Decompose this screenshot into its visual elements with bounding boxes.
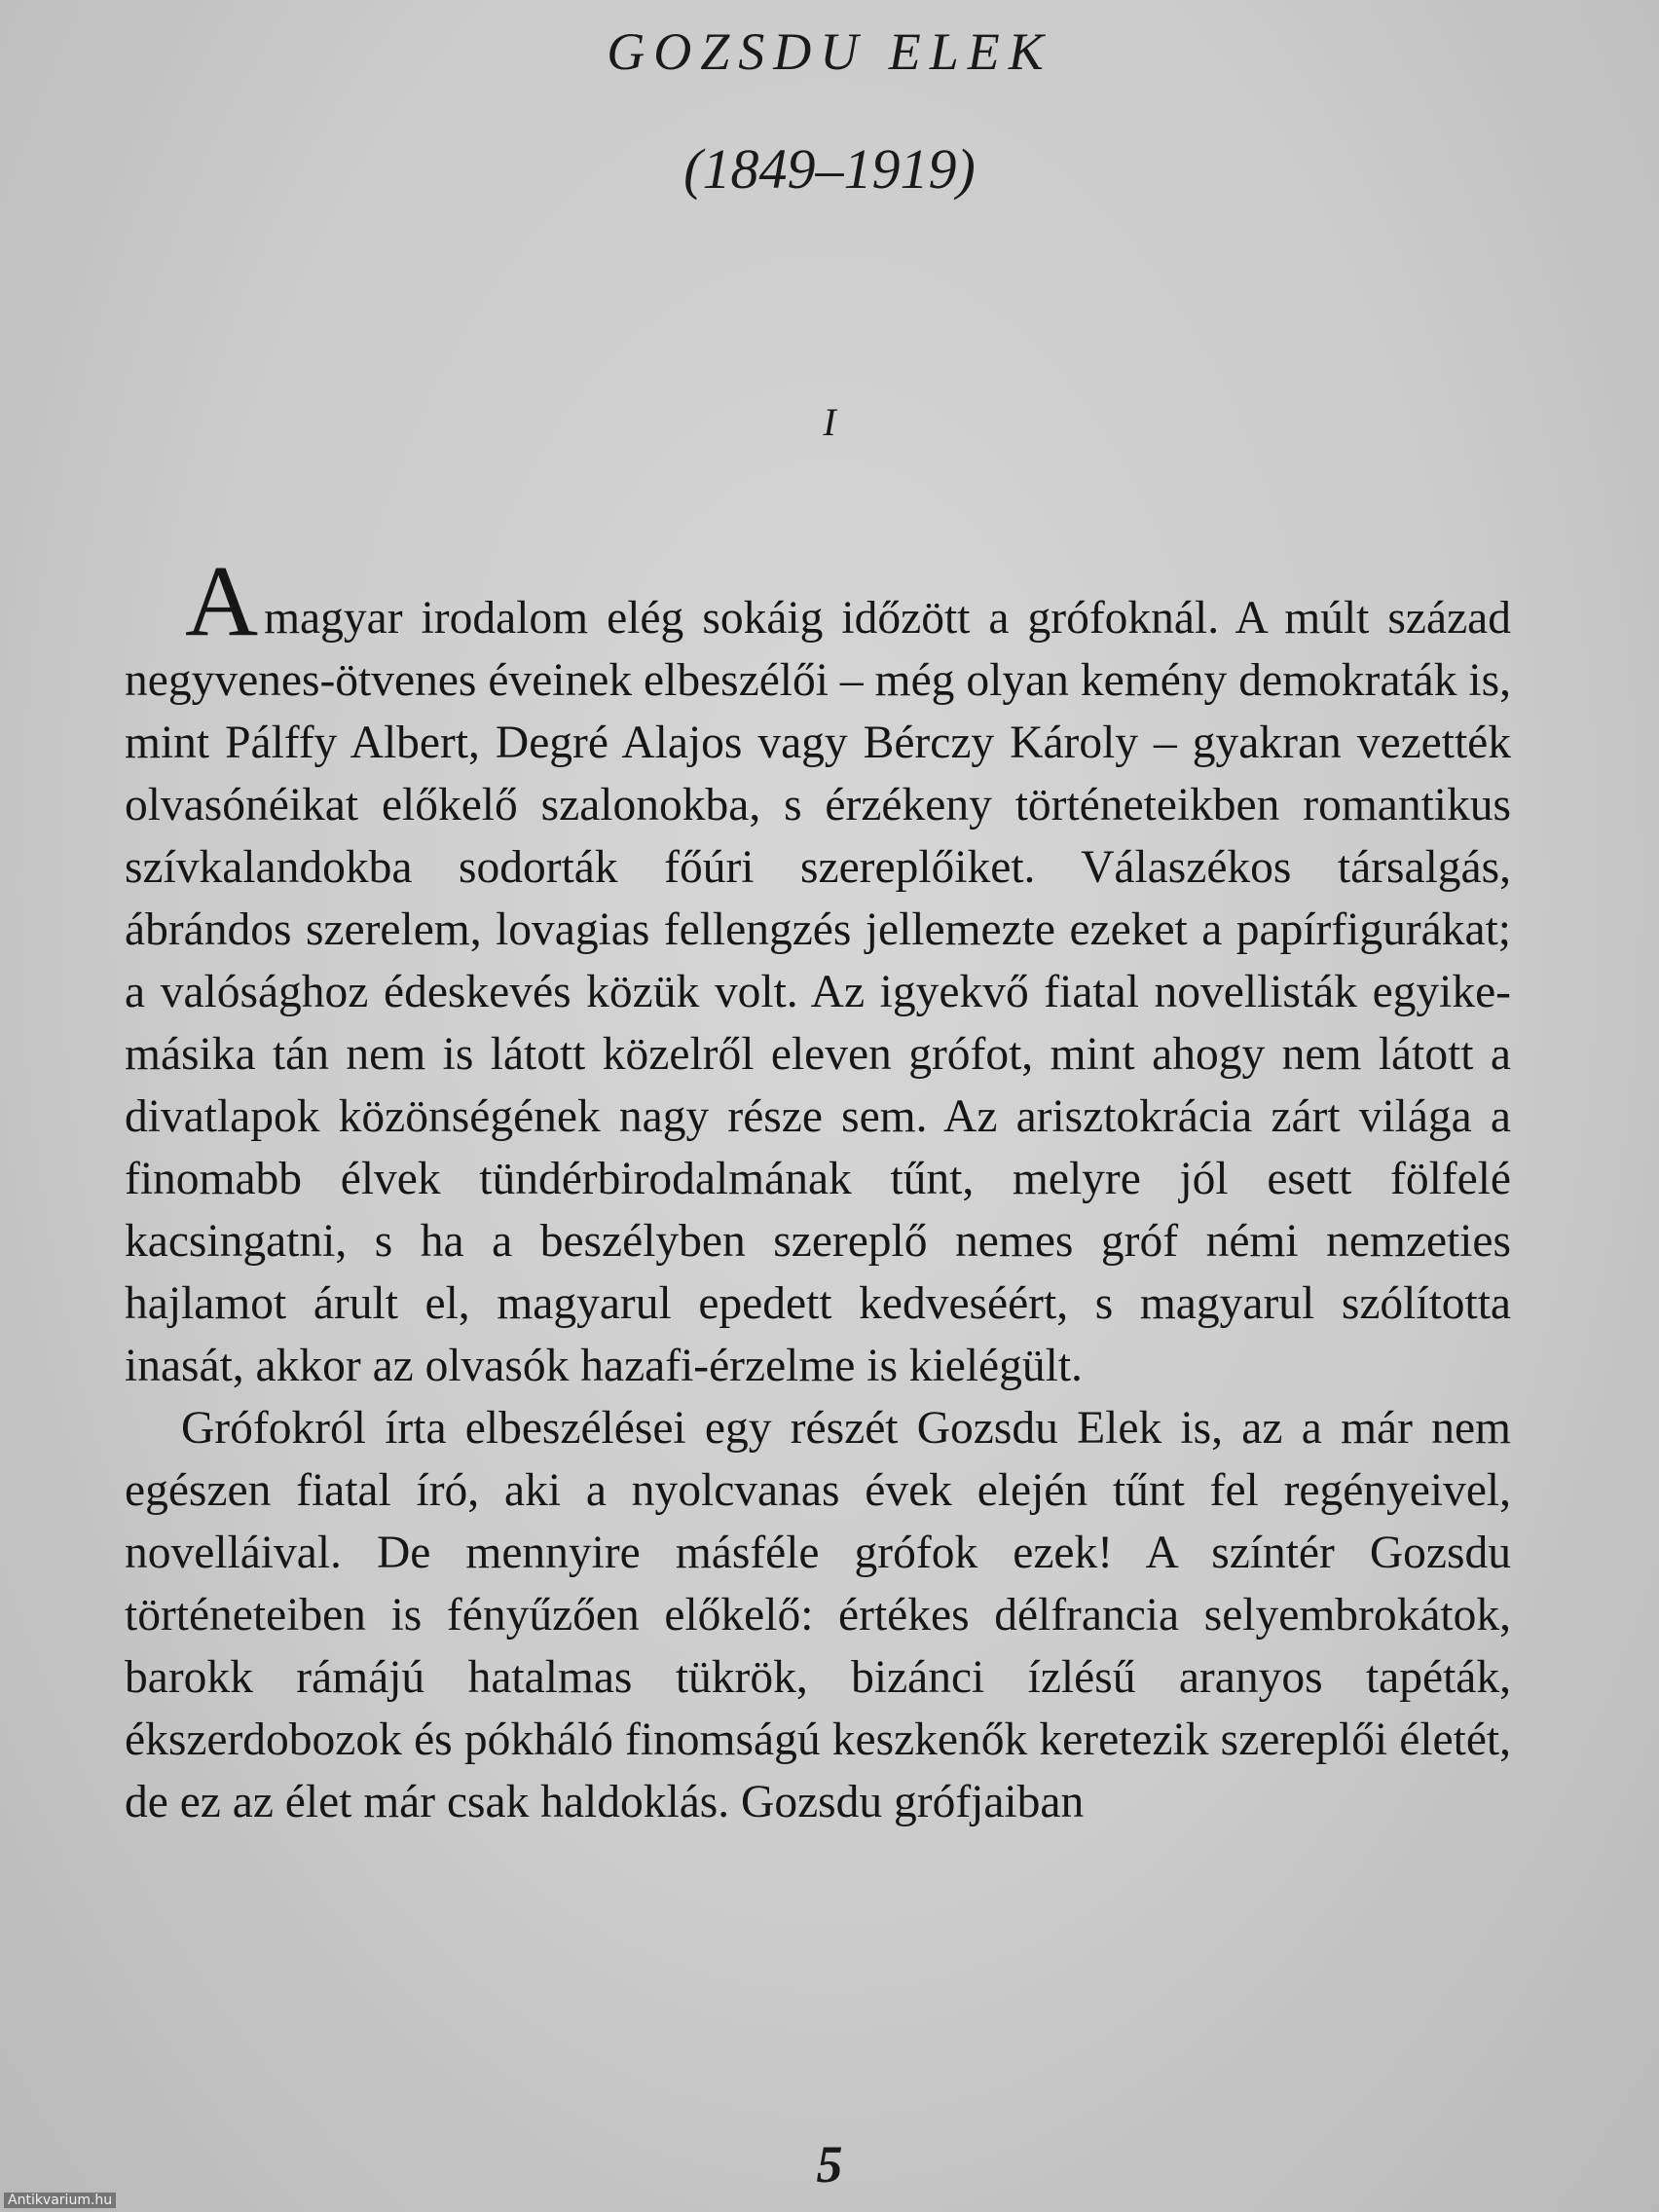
body-text [125,545,1511,1833]
paragraph-2: Grófokról írta elbeszélései egy részét Gozsdu Elek is, az a már nem egészen fiatal író, aki a nyolcvanas évek elején tűnt fel regényeivel, novelláival. De mennyire másféle grófok ezek! A színtér Gozsdu történeteiben is fényűzően előkelő: értékes délfrancia selyembrokátok, barokk rámájú hatalmas tükrök, bizánci ízlésű aranyos tapéták, ékszerdobozok és pókháló finomságú keszkenők keretezik szereplői életét, de ez az élet már csak haldoklás. Gozsdu grófjaiban [125,1403,1511,1827]
author-heading: GOZSDU ELEK [607,22,1052,81]
site-watermark: Antikvarium.hu [4,2193,116,2208]
author-dates: (1849–1919) [683,137,976,201]
drop-cap: A [185,545,259,657]
paragraph-1-text: magyar irodalom elég sokáig időzött a grófoknál. A múlt század negyvenes-ötvenes éveinek elbeszélői – még olyan kemény demokraták is, mint Pálffy Albert, Degré Alajos vagy Bérczy Károly – gyakran vezették olvasónéikat előkelő szalonokba, s érzékeny történeteikben romantikus szívkalandokba sodorták főúri szereplőiket. Válaszékos társalgás, ábrándos szerelem, lovagias fellengzés jellemezte ezeket a papírfigurákat; a valósághoz édeskevés közük volt. Az igyekvő fiatal novellisták egyike-másika tán nem is látott közelről eleven grófot, mint ahogy nem látott a divatlapok közönségének nagy része sem. Az arisztokrácia zárt világa a finomabb élvek tündérbirodalmának tűnt, melyre jól esett fölfelé kacsingatni, s ha a beszélyben szereplő nemes gróf némi nemzeties hajlamot árult el, magyarul epedett kedveséért, s magyarul szólította inasát, akkor az olvasók hazafi-érzelme is kielégült. [125,593,1511,1391]
page-number: 5 [816,2135,843,2194]
section-number: I [823,400,836,444]
paragraph-1 [125,545,1511,1397]
